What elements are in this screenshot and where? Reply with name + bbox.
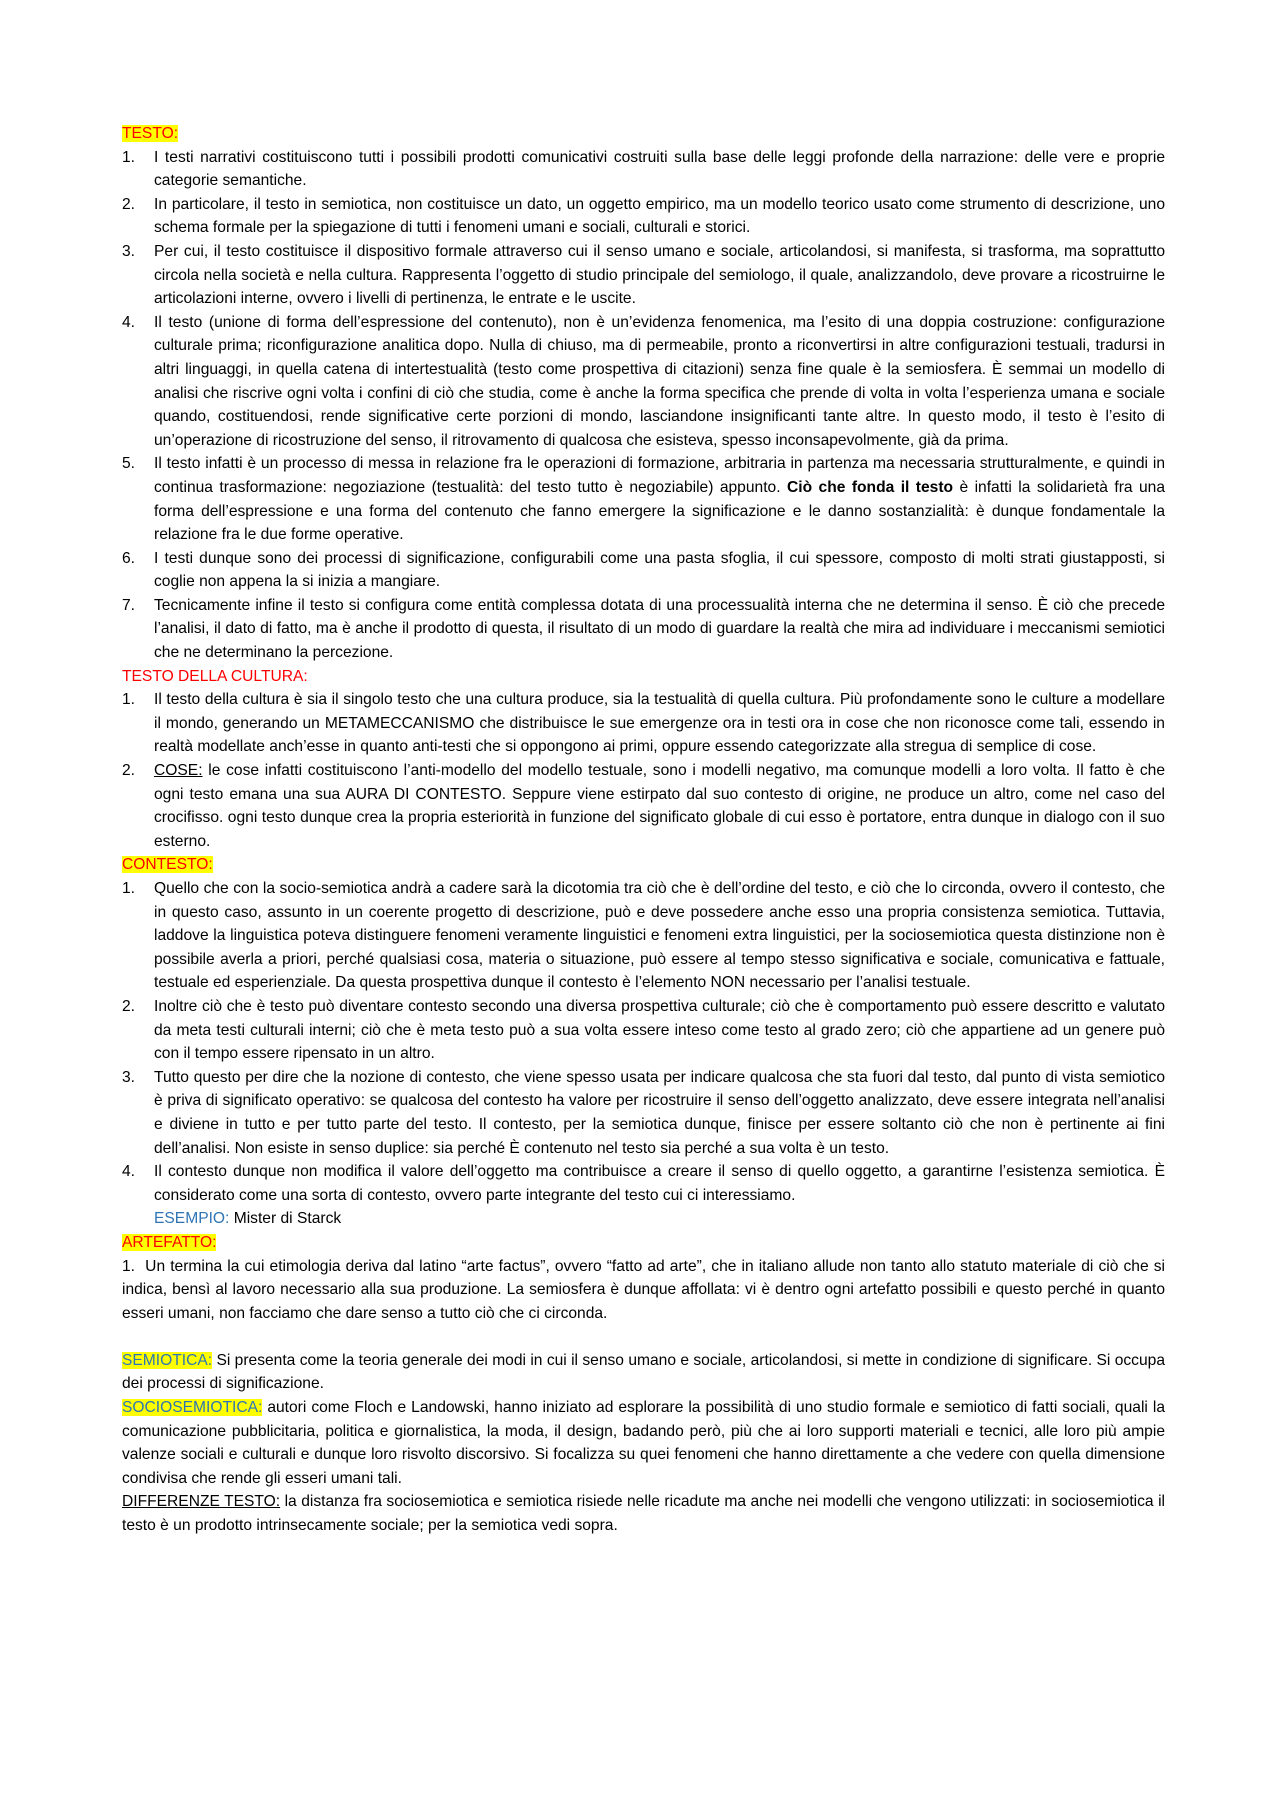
contesto-list — [122, 877, 1165, 1207]
testo-list — [122, 146, 1165, 665]
spacer — [122, 1325, 1165, 1349]
semiotica-definition: SEMIOTICA: Si presenta come la teoria generale dei modi in cui il senso umano e sociale, articolandosi, si mette in condizione di significare. Si occupa dei processi di significazione. — [122, 1351, 1165, 1393]
list-item: 1. Quello che con la socio-semiotica andrà a cadere sarà la dicotomia tra ciò che è dell’ordine del testo, e ciò che lo circonda, ovvero il contesto, che in questo caso, assunto in un coerente progetto di descrizione, può e deve possedere anche esso una propria consistenza semiotica. Tuttavia, laddove la linguistica poteva distinguere fenomeni veramente linguistici e fenomeni extra linguistici, per la sociosemiotica questa distinzione non è possibile averla a priori, perché qualsiasi cosa, materia o situazione, può essere al tempo stesso significativa e sociale, comunicativa e fattuale, testuale ed esperienziale. Da questa prospettiva dunque il contesto è l’elemento NON necessario per l’analisi testuale. — [122, 880, 1165, 992]
differenze-label: DIFFERENZE TESTO: — [122, 1493, 281, 1511]
bold-phrase: Ciò che fonda il testo — [786, 478, 954, 496]
list-item: 3. Tutto questo per dire che la nozione di contesto, che viene spesso usata per indicare qualcosa che sta fuori dal testo, dal punto di vista semiotico è priva di significato operativo: se qualcosa del contesto ha valore per ricostruire il senso dell’oggetto analizzato, deve essere integrata nell’analisi e diviene in tutto e per tutto parte del testo. Il contesto, per la semiotica dunque, finisce per essere soltanto ciò che non è pertinente ai fini dell’analisi. Non esiste in senso duplice: sia perché È contenuto nel testo sia perché a sua volta è un testo. — [122, 1068, 1165, 1157]
list-item: 1. Il testo della cultura è sia il singolo testo che una cultura produce, sia la testualità di quella cultura. Più profondamente sono le culture a modellare il mondo, generando un METAMECCANISMO che distribuisce le sue emergenze ora in testi ora in cose che non riconosce come tali, essendo in realtà modellate anch’esse in quanto anti-testi che si oppongono ai primi, oppure essendo categorizzate alla stregua di semplice di cose. — [122, 691, 1165, 756]
differenze-definition: DIFFERENZE TESTO: la distanza fra sociosemiotica e semiotica risiede nelle ricadute ma anche nei modelli che vengono utilizzati: in sociosemiotica il testo è un prodotto intrinsecamente sociale; per la semiotica vedi sopra. — [122, 1493, 1165, 1535]
document-page — [122, 122, 1170, 1538]
sociosemiotica-definition: SOCIOSEMIOTICA: autori come Floch e Landowski, hanno iniziato ad esplorare la possibilità di uno studio formale e semiotico di fatti sociali, quali la comunicazione pubblicitaria, politica e giornalistica, la moda, il design, badando però, più che ai loro supporti materiali e tecnici, alle loro più ampie valenze sociali e culturali e dunque loro risvolto discorsivo. Si focalizza su quei fenomeni che hanno direttamente a che vedere con quella dimensione condivisa che rende gli esseri umani tali. — [122, 1399, 1165, 1487]
example-label: ESEMPIO: — [154, 1210, 230, 1228]
section-testo-cultura — [122, 665, 1165, 854]
list-item: 6. I testi dunque sono dei processi di significazione, configurabili come una pasta sfoglia, il cui spessore, composto di molti strati giustapposti, si coglie non appena la si inizia a mangiare. — [122, 549, 1165, 591]
heading-testo-cultura: TESTO DELLA CULTURA: — [122, 667, 308, 685]
list-item: 4. Il contesto dunque non modifica il valore dell’oggetto ma contribuisce a creare il senso di quello oggetto, a garantirne l’esistenza semiotica. È considerato come una sorta di contesto, ovvero parte integrante del testo cui ci interessiamo. — [122, 1163, 1165, 1204]
section-testo — [122, 122, 1165, 665]
example-line: ESEMPIO: Mister di Starck — [154, 1210, 342, 1228]
heading-testo: TESTO: — [122, 125, 179, 142]
heading-artefatto: ARTEFATTO: — [122, 1233, 217, 1251]
list-item: 2. Inoltre ciò che è testo può diventare contesto secondo una diversa prospettiva culturale; ciò che è comportamento può essere descritto e valutato da meta testi culturali interni; ciò che è meta testo può a sua volta essere inteso come testo al grado zero; ciò che appartiene ad un genere può con il tempo essere ripensato in un altro. — [122, 997, 1165, 1063]
heading-contesto: CONTESTO: — [122, 856, 213, 874]
list-item: 4. Il testo (unione di forma dell’espressione del contenuto), non è un’evidenza fenomenica, ma l’esito di una doppia costruzione: configurazione culturale prima; riconfigurazione analitica dopo. Nulla di chiuso, ma di permeabile, pronto a riconvertirsi in altre configurazioni testuali, tradursi in altri linguaggi, in quella catena di intertestualità (testo come prospettiva di citazioni) senza fine quale è la semiosfera. È semmai un modello di analisi che riscrive ogni volta i confini di ciò che studia, come è anche la forma specifica che prende di volta in volta l’esperienza umana e sociale quando, costituendosi, rende significative certe porzioni di mondo, lasciandone insignificanti tante altre. In questo modo, il testo è l’esito di un’operazione di ricostruzione del senso, il ritrovamento di qualcosa che esisteva, spesso inconsapevolmente, già da prima. — [122, 313, 1165, 449]
cose-label: COSE: — [154, 762, 203, 780]
testo-cultura-list — [122, 688, 1165, 853]
list-item: 3. Per cui, il testo costituisce il dispositivo formale attraverso cui il senso umano e sociale, articolandosi, si manifesta, si trasforma, ma soprattutto circola nella società e nella cultura. Rappresenta l’oggetto di studio principale del semiologo, il quale, analizzandolo, deve provare a ricostruirne le articolazioni interne, ovvero i livelli di pertinenza, le entrate e le uscite. — [122, 242, 1165, 308]
list-item: 2. COSE: le cose infatti costituiscono l’anti-modello del modello testuale, sono i modelli negativo, ma comunque modelli a loro volta. Il fatto è che ogni testo emana una sua AURA DI CONTESTO. Seppure viene estirpato dal suo contesto di origine, ne produce un altro, come nel caso del crocifisso. ogni testo dunque crea la propria esteriorità in funzione del significato globale di cui esso è portatore, entra dunque in dialogo con il suo esterno. — [122, 762, 1165, 850]
list-item: 7. Tecnicamente infine il testo si configura come entità complessa dotata di una processualità interna che ne determina il senso. È ciò che precede l’analisi, il dato di fatto, ma è anche il prodotto di questa, il risultato di un modo di guardare la realtà che mira ad individuare i meccanismi semiotici che ne determinano la percezione. — [122, 596, 1165, 662]
list-item: 1. I testi narrativi costituiscono tutti i possibili prodotti comunicativi costruiti sulla base delle leggi profonde della narrazione: delle vere e proprie categorie semantiche. — [122, 148, 1165, 190]
list-item: 5. Il testo infatti è un processo di messa in relazione fra le operazioni di formazione, arbitraria in partenza ma necessaria strutturalmente, e quindi in continua trasformazione: negoziazione (testualità: del testo tutto è negoziabile) appunto. Ciò che fonda il testo è infatti la solidarietà fra una forma dell’espressione e una forma del contenuto che fanno emergere la significazione e le danno sostanzialità: è dunque fondamentale la relazione fra le due forme operative. — [122, 455, 1166, 544]
semiotica-label: SEMIOTICA: — [122, 1351, 213, 1369]
artefatto-paragraph: 1. Un termina la cui etimologia deriva dal latino “arte factus”, ovvero “fatto ad arte”, che in italiano allude non tanto allo statuto materiale di ciò che si indica, bensì al lavoro necessario alla sua produzione. La semiosfera è dunque affollata: vi è dentro ogni artefatto possibili e questo perché in quanto esseri umani, non facciamo che dare senso a tutto ciò che ci circonda. — [122, 1257, 1170, 1322]
section-contesto — [122, 853, 1165, 1231]
sociosemiotica-label: SOCIOSEMIOTICA: — [122, 1399, 263, 1417]
section-artefatto — [122, 1231, 1170, 1325]
list-item: 2. In particolare, il testo in semiotica, non costituisce un dato, un oggetto empirico, ma un modello teorico usato come strumento di descrizione, uno schema formale per la spiegazione di tutti i fenomeni umani e sociali, culturali e storici. — [122, 195, 1165, 237]
